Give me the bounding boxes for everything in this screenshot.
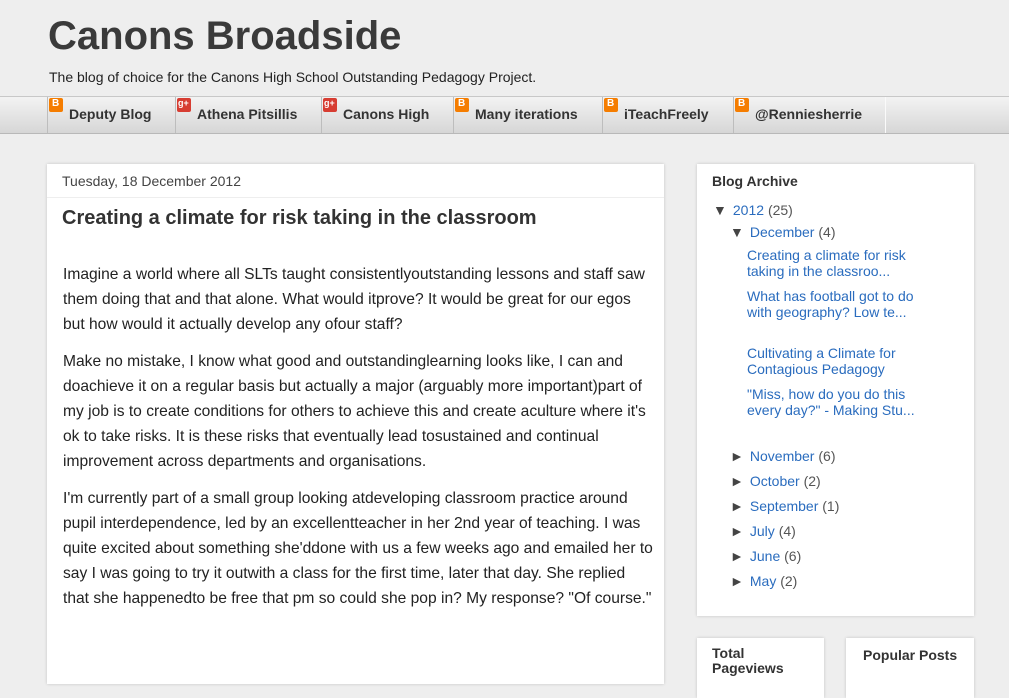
tab-label: Canons High [343,106,430,122]
tab-athena-pitsillis[interactable] [175,97,322,133]
pages-tab-bar [0,96,1009,134]
expand-toggle-icon[interactable]: ► [730,448,744,464]
archive-count: (4) [818,224,836,240]
blogger-icon [455,98,469,112]
archive-month-link[interactable]: November [749,448,815,464]
archive-post-link[interactable]: Creating a climate for risk taking in the classroo... [747,247,906,279]
widget-title: Blog Archive [712,173,798,189]
post-paragraph: Imagine a world where all SLTs taught consistentlyoutstanding lessons and staff saw them doing that and that alone. What would itprove? It would be great for our egos but how would it actually develop any ofour staff? [63,266,645,333]
tab-label: @Renniesherrie [755,106,863,122]
tab-many-iterations[interactable] [453,97,603,133]
archive-post-link[interactable]: "Miss, how do you do this every day?" - Making Stu... [747,386,915,418]
tab-deputy-blog[interactable] [47,97,176,133]
total-pageviews-widget [697,638,824,698]
blog-archive-widget [697,164,974,616]
tab-label: Many iterations [475,106,578,122]
archive-count: (6) [818,448,836,464]
blog-description: The blog of choice for the Canons High School Outstanding Pedagogy Project. [49,69,537,85]
expand-toggle-icon[interactable]: ► [730,573,744,589]
archive-month-link[interactable]: September [749,498,819,514]
expand-toggle-icon[interactable]: ► [730,523,744,539]
archive-count: (2) [803,473,821,489]
blogger-icon [604,98,618,112]
widget-title: Total Pageviews [712,645,784,676]
archive-month-may [730,573,797,589]
archive-month-link[interactable]: October [749,473,800,489]
post-paragraph: I'm currently part of a small group looking atdeveloping classroom practice around pupil interdependence, led by an excellentteacher in her 2nd year of teaching. I was quite excited about something she'ddone with us a few weeks ago and emailed her to say I was going to try it outwith a class for the first time, later that day. She replied that she happenedto be free that pm so could she pop in? My response? "Of course." [63,490,653,607]
archive-month-june [730,548,801,564]
google-plus-icon [323,98,337,112]
blogger-icon [735,98,749,112]
widget-title: Popular Posts [863,647,958,663]
archive-post-link[interactable]: Cultivating a Climate for Contagious Pedagogy [747,345,896,377]
archive-count: (2) [780,573,798,589]
popular-posts-widget [846,638,974,698]
expand-toggle-icon[interactable]: ► [730,473,744,489]
archive-month-september [730,498,839,514]
archive-month-link[interactable]: May [749,573,777,589]
blogger-icon [49,98,63,112]
archive-count: (4) [778,523,796,539]
expand-toggle-icon[interactable]: ▼ [713,202,727,218]
post-body [63,262,653,623]
post-date: Tuesday, 18 December 2012 [62,173,241,189]
post-card [47,164,664,684]
post-title[interactable]: Creating a climate for risk taking in the classroom [62,207,537,229]
archive-year-2012 [713,202,793,218]
archive-year-link[interactable]: 2012 [732,202,765,218]
expand-toggle-icon[interactable]: ► [730,548,744,564]
archive-month-link[interactable]: June [749,548,781,564]
archive-month-october [730,473,821,489]
tab-iteachfreely[interactable] [602,97,734,133]
blog-title[interactable]: Canons Broadside [48,14,402,58]
archive-count: (25) [767,202,793,218]
google-plus-icon [177,98,191,112]
tab-canons-high[interactable] [321,97,454,133]
archive-count: (1) [822,498,840,514]
expand-toggle-icon[interactable]: ▼ [730,224,744,240]
archive-month-december [730,224,836,240]
archive-count: (6) [784,548,802,564]
tab-renniesherrie[interactable] [733,97,886,133]
archive-month-november [730,448,836,464]
expand-toggle-icon[interactable]: ► [730,498,744,514]
divider [47,197,664,198]
archive-month-link[interactable]: December [749,224,815,240]
archive-month-july [730,523,796,539]
post-paragraph: Make no mistake, I know what good and outstandinglearning looks like, I can and doachieve it on a regular basis but actually a major (arguably more important)part of my job is to create conditions for others to achieve this and create aculture where it's ok to take risks. It is these risks that eventually lead tosustained and continual improvement across departments and organisations. [63,353,646,470]
archive-post-link[interactable]: What has football got to do with geography? Low te... [747,288,914,320]
archive-month-link[interactable]: July [749,523,775,539]
tab-label: Deputy Blog [69,106,152,122]
tab-label: iTeachFreely [624,106,709,122]
tab-label: Athena Pitsillis [197,106,298,122]
